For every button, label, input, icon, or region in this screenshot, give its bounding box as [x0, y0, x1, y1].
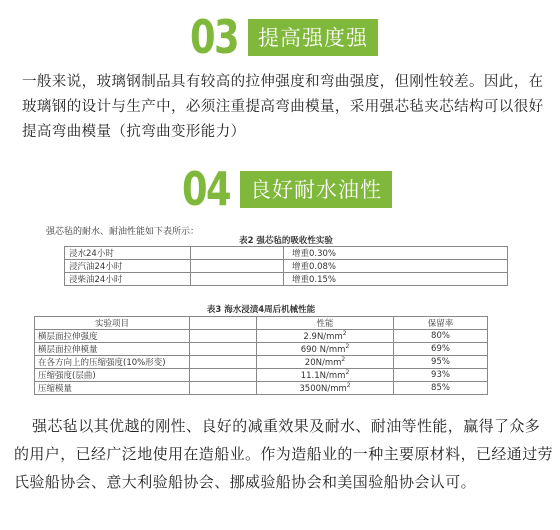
- superscript: 2: [345, 343, 350, 351]
- table-cell: [257, 356, 394, 369]
- table-cell: 浸汽油24小时: [65, 260, 191, 273]
- table-cell: 横层面拉伸模量: [35, 343, 190, 356]
- table-cell: [257, 369, 394, 382]
- table-cell-empty: [190, 343, 257, 356]
- table-row: [65, 260, 508, 273]
- paragraph-2: 强芯毡以其优越的刚性、良好的减重效果及耐水、耐油等性能，赢得了众多的用户，已经广泛地使用在造船业。作为造船业的一种主要原材料，已经通过劳氏验船协会、意大利验船协会、挪威验船协会和美国验船协会认可。: [14, 417, 554, 491]
- table-3-caption: 表3 海水浸渍4周后机械性能: [206, 305, 316, 315]
- table-cell-empty: [190, 317, 257, 330]
- column-header: 性能: [257, 317, 394, 330]
- table-row: [35, 356, 488, 369]
- table-cell-empty: [190, 382, 257, 395]
- section-3-number: 03: [190, 10, 239, 64]
- table-cell: 85%: [394, 382, 488, 395]
- table-cell: 69%: [394, 343, 488, 356]
- value-text: 3500N/mm: [299, 383, 347, 394]
- table-cell-empty: [191, 260, 284, 273]
- superscript: 2: [341, 356, 346, 364]
- table-3: [34, 316, 488, 395]
- superscript: 2: [345, 369, 350, 377]
- table-cell: 压缩强度(层曲): [35, 369, 190, 382]
- value-text: 2.9N/mm: [303, 331, 343, 342]
- table-cell: 增重0.30%: [284, 247, 508, 260]
- superscript: 2: [346, 382, 351, 390]
- table-cell: 80%: [394, 330, 488, 343]
- table-cell: 在各方向上的压缩强度(10%形变): [35, 356, 190, 369]
- table-2-caption: 表2 强芯毡的吸收性实验: [239, 236, 333, 246]
- section-4-header: [182, 162, 392, 216]
- table-header-row: [35, 317, 488, 330]
- value-text: 11.1N/mm: [300, 370, 346, 381]
- table-row: [35, 382, 488, 395]
- table-row: [65, 247, 508, 260]
- table-cell: 增重0.15%: [284, 273, 508, 286]
- section-4-number: 04: [182, 162, 231, 216]
- value-text: 20N/mm: [304, 357, 342, 368]
- table-cell: 压缩模量: [35, 382, 190, 395]
- table-2: [64, 246, 508, 286]
- table-cell: 95%: [394, 356, 488, 369]
- superscript: 2: [342, 330, 347, 338]
- value-text: 690 N/mm: [300, 344, 346, 355]
- table-cell: 浸柴油24小时: [65, 273, 191, 286]
- table-cell: 浸水24小时: [65, 247, 191, 260]
- table-row: [35, 343, 488, 356]
- table-cell: 增重0.08%: [284, 260, 508, 273]
- table-cell-empty: [190, 356, 257, 369]
- table-cell-empty: [191, 247, 284, 260]
- section-3-title: 提高强度强: [248, 19, 378, 56]
- paragraph-1: 一般来说，玻璃钢制品具有较高的拉伸强度和弯曲强度，但刚性较差。因此，在玻璃钢的设计与生产中，必须注重提高弯曲模量，采用强芯毡夹芯结构可以很好提高弯曲模量（抗弯曲变形能力）: [22, 74, 544, 140]
- tables-intro: 强芯毡的耐水、耐油性能如下表所示：: [46, 227, 200, 237]
- table-row: [35, 369, 488, 382]
- table-cell: [257, 343, 394, 356]
- table-cell: [257, 382, 394, 395]
- section-4-title: 良好耐水油性: [240, 171, 392, 208]
- table-row: [35, 330, 488, 343]
- table-row: [65, 273, 508, 286]
- section-3-header: [190, 10, 378, 64]
- column-header: 保留率: [394, 317, 488, 330]
- table-cell-empty: [190, 369, 257, 382]
- table-cell-empty: [191, 273, 284, 286]
- table-cell: 93%: [394, 369, 488, 382]
- table-cell: [257, 330, 394, 343]
- column-header: 实验项目: [35, 317, 190, 330]
- table-cell-empty: [190, 330, 257, 343]
- table-cell: 横层面拉伸强度: [35, 330, 190, 343]
